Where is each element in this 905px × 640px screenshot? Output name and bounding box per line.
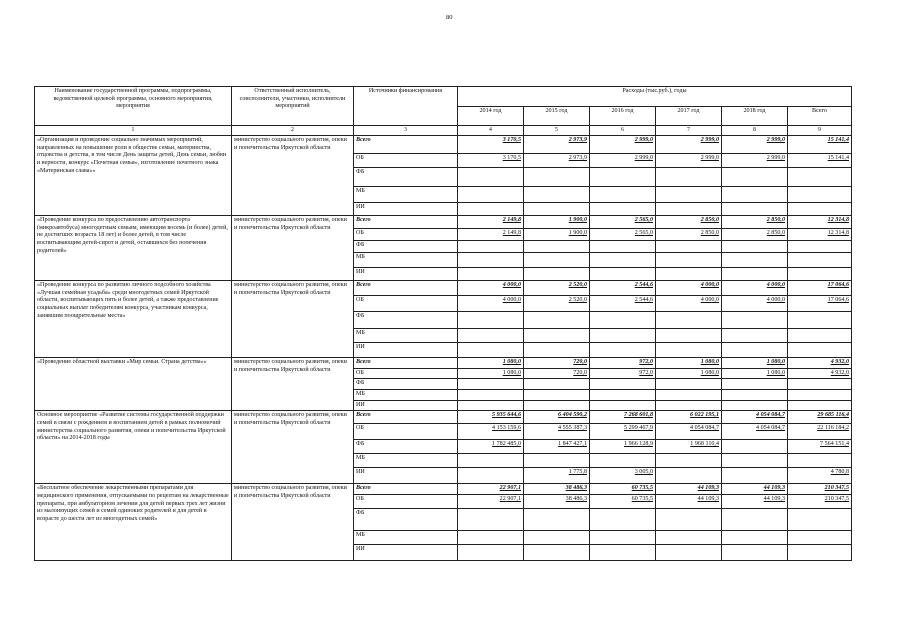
- year-value-cell: 2 544,6: [590, 296, 656, 312]
- year-value-cell: 2 850,0: [656, 216, 722, 229]
- year-value-cell: [524, 508, 590, 530]
- total-value-cell: [788, 329, 852, 343]
- year-value-cell: [722, 440, 788, 454]
- year-value-cell: 2 999,0: [656, 154, 722, 168]
- year-value-cell: 4 054 084,7: [722, 424, 788, 440]
- year-value-cell: [656, 268, 722, 281]
- year-value-cell: 22 907,1: [458, 484, 524, 495]
- year-value-cell: [524, 544, 590, 560]
- year-value-cell: [590, 544, 656, 560]
- funding-source: Всего: [354, 136, 458, 154]
- total-value-cell: [788, 168, 852, 187]
- total-value-cell: 15 141,4: [788, 154, 852, 168]
- year-value-cell: 1 775,8: [524, 468, 590, 484]
- funding-source: ФБ: [354, 508, 458, 530]
- total-value-cell: [788, 379, 852, 390]
- year-value-cell: 1 080,0: [656, 358, 722, 369]
- total-value-cell: 4 780,8: [788, 468, 852, 484]
- header-program-name: Наименование государственной программы, подпрограммы, ведомственной целевой программы, основного мероприятия, мероприятия: [35, 87, 232, 126]
- header-expenses: Расходы (тыс.руб.), годы: [458, 87, 852, 107]
- year-value-cell: 972,0: [590, 368, 656, 379]
- funding-source: ФБ: [354, 168, 458, 187]
- column-number: 3: [354, 126, 458, 136]
- year-value-cell: [524, 203, 590, 216]
- header-total: Всего: [788, 107, 852, 126]
- year-value-cell: [656, 468, 722, 484]
- year-value-cell: [590, 187, 656, 203]
- year-value-cell: 2 999,0: [722, 136, 788, 154]
- table-row: [35, 136, 852, 154]
- funding-source: МБ: [354, 390, 458, 401]
- year-value-cell: [722, 187, 788, 203]
- activity-executor: министерство социального развития, опеки и попечительства Иркутской области: [232, 216, 354, 281]
- year-value-cell: [722, 168, 788, 187]
- table-row: [35, 411, 852, 424]
- funding-source: МБ: [354, 530, 458, 544]
- year-value-cell: [458, 168, 524, 187]
- year-value-cell: [458, 241, 524, 253]
- year-value-cell: [524, 379, 590, 390]
- funding-source: Всего: [354, 411, 458, 424]
- header-sources: Источники финансирования: [354, 87, 458, 126]
- year-value-cell: [590, 268, 656, 281]
- total-value-cell: [788, 508, 852, 530]
- year-value-cell: [590, 168, 656, 187]
- year-value-cell: [524, 187, 590, 203]
- year-value-cell: 720,0: [524, 358, 590, 369]
- year-value-cell: 44 109,3: [656, 494, 722, 508]
- year-value-cell: 1 968 110,4: [656, 440, 722, 454]
- year-value-cell: 44 109,3: [722, 494, 788, 508]
- funding-source: МБ: [354, 187, 458, 203]
- year-value-cell: [458, 253, 524, 268]
- year-value-cell: 3 005,0: [590, 468, 656, 484]
- column-number: 1: [35, 126, 232, 136]
- total-value-cell: [788, 253, 852, 268]
- year-value-cell: [524, 168, 590, 187]
- activity-name: «Проведение конкурса по предоставлению автотранспорта (микроавтобуса) многодетным семьям, имеющим восемь (и более) детей, не достигших возраста 18 лет) и более детей, в том числе воспитывающим детей-сирот и детей, оставшихся без попечения родителей»: [35, 216, 232, 281]
- year-value-cell: [722, 241, 788, 253]
- year-value-cell: 4 054 084,7: [656, 424, 722, 440]
- total-value-cell: 210 347,5: [788, 484, 852, 495]
- year-value-cell: 1 782 485,0: [458, 440, 524, 454]
- year-value-cell: 2 999,0: [590, 154, 656, 168]
- activity-name: Основное мероприятие «Развитие системы государственной поддержки семей в связи с рождением и воспитанием детей в рамках полномочий министерства социального развития, опеки и попечительства Иркутской области» на 2014-2018 годы: [35, 411, 232, 484]
- year-value-cell: 1 847 427,1: [524, 440, 590, 454]
- year-value-cell: 4 000,0: [722, 281, 788, 296]
- year-value-cell: [524, 241, 590, 253]
- year-value-cell: 3 170,5: [458, 136, 524, 154]
- year-value-cell: [722, 253, 788, 268]
- year-value-cell: [590, 343, 656, 358]
- table-row: [35, 358, 852, 369]
- year-value-cell: 2 520,0: [524, 281, 590, 296]
- year-value-cell: [458, 400, 524, 411]
- total-value-cell: 12 314,8: [788, 229, 852, 241]
- total-value-cell: [788, 400, 852, 411]
- activity-executor: министерство социального развития, опеки и попечительства Иркутской области: [232, 358, 354, 411]
- year-value-cell: [458, 343, 524, 358]
- total-value-cell: [788, 312, 852, 329]
- year-value-cell: 5 299 467,9: [590, 424, 656, 440]
- year-value-cell: 1 966 128,9: [590, 440, 656, 454]
- year-value-cell: 5 935 644,6: [458, 411, 524, 424]
- year-value-cell: 60 735,5: [590, 484, 656, 495]
- year-value-cell: 6 022 195,1: [656, 411, 722, 424]
- year-value-cell: [590, 253, 656, 268]
- column-number: 6: [590, 126, 656, 136]
- year-value-cell: 38 486,3: [524, 494, 590, 508]
- year-value-cell: 1 900,0: [524, 216, 590, 229]
- year-value-cell: [722, 544, 788, 560]
- table-row: [35, 281, 852, 296]
- year-value-cell: 3 170,5: [458, 154, 524, 168]
- activity-executor: министерство социального развития, опеки и попечительства Иркутской области: [232, 281, 354, 358]
- funding-source: ФБ: [354, 440, 458, 454]
- total-value-cell: 7 564 151,4: [788, 440, 852, 454]
- funding-source: ОБ: [354, 229, 458, 241]
- year-value-cell: [458, 329, 524, 343]
- year-value-cell: [590, 454, 656, 468]
- year-value-cell: [656, 508, 722, 530]
- budget-table: [34, 86, 852, 561]
- funding-source: МБ: [354, 329, 458, 343]
- year-value-cell: [590, 508, 656, 530]
- year-value-cell: [656, 329, 722, 343]
- activity-name: «Бесплатное обеспечение лекарственными препаратами для медицинского применения, отпускаемыми по рецептам на лекарственные препараты, при амбулаторном лечении для детей первых трех лет жизни из малоимущих семей и семей одиноких родителей и для детей в возрасте до шести лет из многодетных семей»: [35, 484, 232, 561]
- year-value-cell: [590, 379, 656, 390]
- funding-source: ОБ: [354, 494, 458, 508]
- year-value-cell: 2 973,9: [524, 154, 590, 168]
- year-value-cell: [458, 268, 524, 281]
- year-value-cell: [722, 203, 788, 216]
- year-value-cell: 2 565,0: [590, 216, 656, 229]
- year-value-cell: [656, 530, 722, 544]
- activity-executor: министерство социального развития, опеки и попечительства Иркутской области: [232, 136, 354, 216]
- year-value-cell: [458, 203, 524, 216]
- column-number: 7: [656, 126, 722, 136]
- year-value-cell: 4 000,0: [458, 296, 524, 312]
- year-value-cell: [590, 400, 656, 411]
- total-value-cell: [788, 343, 852, 358]
- year-value-cell: [458, 379, 524, 390]
- funding-source: ИИ: [354, 468, 458, 484]
- total-value-cell: 12 314,8: [788, 216, 852, 229]
- year-value-cell: 2 999,0: [656, 136, 722, 154]
- year-value-cell: [458, 468, 524, 484]
- column-number: 2: [232, 126, 354, 136]
- total-value-cell: [788, 187, 852, 203]
- total-value-cell: 22 116 184,2: [788, 424, 852, 440]
- year-value-cell: 4 054 084,7: [722, 411, 788, 424]
- year-value-cell: 4 000,0: [458, 281, 524, 296]
- year-value-cell: 44 109,3: [722, 484, 788, 495]
- column-number: 4: [458, 126, 524, 136]
- year-value-cell: [656, 544, 722, 560]
- year-value-cell: [524, 329, 590, 343]
- year-value-cell: [590, 312, 656, 329]
- year-value-cell: [656, 390, 722, 401]
- year-value-cell: [458, 508, 524, 530]
- funding-source: МБ: [354, 454, 458, 468]
- column-number: 9: [788, 126, 852, 136]
- funding-source: ФБ: [354, 379, 458, 390]
- year-value-cell: 2 850,0: [722, 216, 788, 229]
- header-year: 2014 год: [458, 107, 524, 126]
- year-value-cell: 4 000,0: [656, 296, 722, 312]
- header-year: 2016 год: [590, 107, 656, 126]
- year-value-cell: [722, 390, 788, 401]
- funding-source: ФБ: [354, 241, 458, 253]
- year-value-cell: [590, 241, 656, 253]
- year-value-cell: 2 544,6: [590, 281, 656, 296]
- activity-executor: министерство социального развития, опеки и попечительства Иркутской области: [232, 484, 354, 561]
- year-value-cell: [656, 187, 722, 203]
- year-value-cell: 2 520,0: [524, 296, 590, 312]
- year-value-cell: [590, 203, 656, 216]
- year-value-cell: [458, 454, 524, 468]
- year-value-cell: [722, 454, 788, 468]
- year-value-cell: [656, 253, 722, 268]
- year-value-cell: 720,0: [524, 368, 590, 379]
- total-value-cell: [788, 390, 852, 401]
- year-value-cell: 2 973,9: [524, 136, 590, 154]
- total-value-cell: 4 932,0: [788, 368, 852, 379]
- total-value-cell: [788, 241, 852, 253]
- year-value-cell: [722, 508, 788, 530]
- year-value-cell: [458, 530, 524, 544]
- total-value-cell: 4 932,0: [788, 358, 852, 369]
- year-value-cell: 1 080,0: [656, 368, 722, 379]
- funding-source: ИИ: [354, 268, 458, 281]
- year-value-cell: 4 153 159,6: [458, 424, 524, 440]
- year-value-cell: [458, 390, 524, 401]
- year-value-cell: 38 486,3: [524, 484, 590, 495]
- total-value-cell: [788, 268, 852, 281]
- year-value-cell: 7 268 601,8: [590, 411, 656, 424]
- year-value-cell: [722, 268, 788, 281]
- year-value-cell: [590, 329, 656, 343]
- year-value-cell: 972,0: [590, 358, 656, 369]
- year-value-cell: [524, 343, 590, 358]
- year-value-cell: 1 080,0: [722, 358, 788, 369]
- column-number: 8: [722, 126, 788, 136]
- year-value-cell: 2 999,0: [590, 136, 656, 154]
- total-value-cell: [788, 530, 852, 544]
- year-value-cell: [656, 312, 722, 329]
- year-value-cell: 1 900,0: [524, 229, 590, 241]
- year-value-cell: [722, 379, 788, 390]
- year-value-cell: [722, 530, 788, 544]
- year-value-cell: [590, 390, 656, 401]
- funding-source: Всего: [354, 358, 458, 369]
- year-value-cell: [524, 253, 590, 268]
- year-value-cell: [458, 312, 524, 329]
- year-value-cell: [656, 203, 722, 216]
- header-year: 2018 год: [722, 107, 788, 126]
- total-value-cell: 210 347,5: [788, 494, 852, 508]
- funding-source: ИИ: [354, 544, 458, 560]
- year-value-cell: 1 080,0: [458, 358, 524, 369]
- activity-executor: министерство социального развития, опеки и попечительства Иркутской области: [232, 411, 354, 484]
- year-value-cell: [722, 468, 788, 484]
- funding-source: ОБ: [354, 424, 458, 440]
- activity-name: «Организация и проведение социально значимых мероприятий, направленных на повышение роли в обществе семьи, материнства, отцовства и детства, в том числе День защиты детей, День семьи, любви и верности, конкурс «Почетная семья», изготовление почетного знака «Материнская слава»»: [35, 136, 232, 216]
- year-value-cell: 22 907,1: [458, 494, 524, 508]
- total-value-cell: 15 141,4: [788, 136, 852, 154]
- funding-source: ОБ: [354, 154, 458, 168]
- table-row: [35, 216, 852, 229]
- year-value-cell: [590, 530, 656, 544]
- funding-source: ФБ: [354, 312, 458, 329]
- header-year: 2017 год: [656, 107, 722, 126]
- year-value-cell: [524, 454, 590, 468]
- year-value-cell: 2 149,8: [458, 216, 524, 229]
- activity-name: «Проведение конкурса по развитию личного подсобного хозяйства «Лучшая семейная усадьба» среди многодетных семей Иркутской области, воспитывающих пять и более детей, а также предоставление социальных выплат победителям конкурса, участникам конкурса, занявшим поощрительные места»: [35, 281, 232, 358]
- header-executor: Ответственный исполнитель, соисполнители, участники, исполнители мероприятий: [232, 87, 354, 126]
- year-value-cell: [656, 343, 722, 358]
- year-value-cell: 1 080,0: [722, 368, 788, 379]
- year-value-cell: [524, 268, 590, 281]
- year-value-cell: [722, 400, 788, 411]
- funding-source: Всего: [354, 281, 458, 296]
- funding-source: ОБ: [354, 296, 458, 312]
- year-value-cell: [458, 544, 524, 560]
- year-value-cell: 2 565,0: [590, 229, 656, 241]
- total-value-cell: [788, 203, 852, 216]
- year-value-cell: [656, 241, 722, 253]
- year-value-cell: 6 404 590,2: [524, 411, 590, 424]
- total-value-cell: 17 064,6: [788, 281, 852, 296]
- year-value-cell: [656, 379, 722, 390]
- year-value-cell: [722, 329, 788, 343]
- year-value-cell: 4 000,0: [722, 296, 788, 312]
- year-value-cell: [722, 312, 788, 329]
- year-value-cell: 44 109,3: [656, 484, 722, 495]
- funding-source: ОБ: [354, 368, 458, 379]
- activity-name: «Проведение областной выставки «Мир семьи. Страна детства»»: [35, 358, 232, 411]
- year-value-cell: 2 999,0: [722, 154, 788, 168]
- funding-source: ИИ: [354, 203, 458, 216]
- funding-source: ИИ: [354, 343, 458, 358]
- year-value-cell: 2 850,0: [656, 229, 722, 241]
- header-year: 2015 год: [524, 107, 590, 126]
- year-value-cell: [524, 390, 590, 401]
- year-value-cell: [722, 343, 788, 358]
- total-value-cell: 17 064,6: [788, 296, 852, 312]
- year-value-cell: 4 555 387,3: [524, 424, 590, 440]
- year-value-cell: [656, 454, 722, 468]
- year-value-cell: 2 149,8: [458, 229, 524, 241]
- page-number: 80: [446, 14, 453, 21]
- column-number: 5: [524, 126, 590, 136]
- year-value-cell: 60 735,5: [590, 494, 656, 508]
- funding-source: Всего: [354, 484, 458, 495]
- year-value-cell: 1 080,0: [458, 368, 524, 379]
- funding-source: Всего: [354, 216, 458, 229]
- year-value-cell: [524, 400, 590, 411]
- funding-source: ИИ: [354, 400, 458, 411]
- total-value-cell: 29 685 116,4: [788, 411, 852, 424]
- year-value-cell: [524, 530, 590, 544]
- year-value-cell: [656, 168, 722, 187]
- funding-source: МБ: [354, 253, 458, 268]
- year-value-cell: [524, 312, 590, 329]
- year-value-cell: 4 000,0: [656, 281, 722, 296]
- total-value-cell: [788, 454, 852, 468]
- year-value-cell: [458, 187, 524, 203]
- year-value-cell: 2 850,0: [722, 229, 788, 241]
- year-value-cell: [656, 400, 722, 411]
- table-row: [35, 484, 852, 495]
- total-value-cell: [788, 544, 852, 560]
